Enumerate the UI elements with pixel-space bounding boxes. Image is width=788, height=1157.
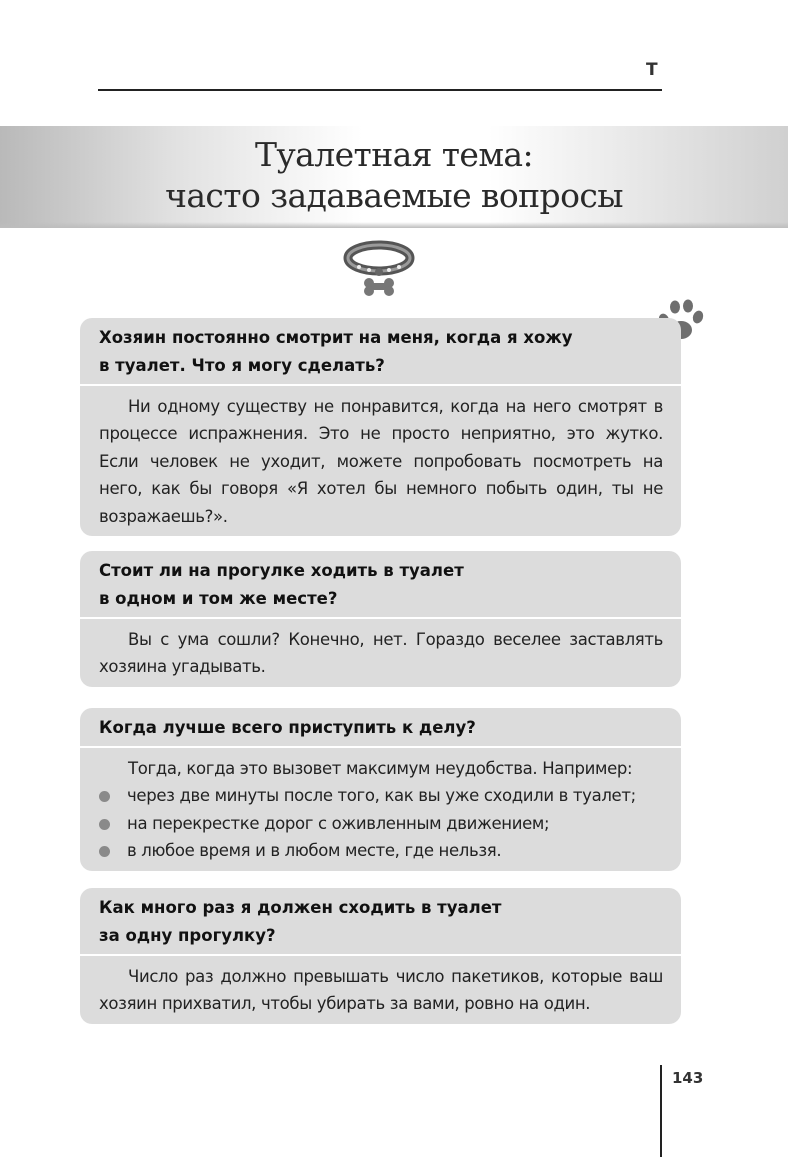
qa-card bbox=[80, 708, 681, 871]
page-title-line-2: часто задаваемые вопросы bbox=[165, 176, 623, 215]
qa-question bbox=[80, 551, 681, 617]
qa-question bbox=[80, 708, 681, 746]
qa-question-line: Хозяин постоянно смотрит на меня, когда я хожу bbox=[99, 328, 573, 347]
qa-question bbox=[80, 318, 681, 384]
qa-answer: Вы с ума сошли? Конечно, нет. Гораздо веселее заставлять хозяина угадывать. bbox=[99, 630, 663, 677]
qa-answer-intro: Тогда, когда это вызовет максимум неудобства. Например: bbox=[128, 759, 633, 778]
bullet-item: на перекрестке дорог с оживленным движением; bbox=[99, 810, 663, 837]
qa-question-line: в одном и том же месте? bbox=[99, 589, 338, 608]
qa-question-line: в туалет. Что я могу сделать? bbox=[99, 356, 385, 375]
page-title-line-1: Туалетная тема: bbox=[254, 135, 534, 174]
qa-card bbox=[80, 318, 681, 536]
qa-answer: Ни одному существу не понравится, когда на него смотрят в процессе испражнения. Это не просто неприятно, это жутко. Если человек не уходит, можете попробовать посмотреть на него, как бы говоря «Я хотел бы немного побыть один, ты не возражаешь?». bbox=[99, 397, 663, 526]
bullet-list bbox=[99, 782, 663, 864]
bullet-item: через две минуты после того, как вы уже сходили в туалет; bbox=[99, 782, 663, 809]
qa-answer bbox=[80, 748, 681, 871]
qa-question-line: Стоит ли на прогулке ходить в туалет bbox=[99, 561, 464, 580]
page-number: 143 bbox=[672, 1069, 704, 1087]
qa-question-line: за одну прогулку? bbox=[99, 926, 276, 945]
qa-card bbox=[80, 551, 681, 687]
qa-answer: Число раз должно превышать число пакетиков, которые ваш хозяин прихватил, чтобы убирать за вами, ровно на один. bbox=[99, 967, 663, 1014]
running-header-letter: Т bbox=[646, 60, 658, 80]
dog-collar-icon bbox=[343, 238, 415, 304]
bullet-item: в любое время и в любом месте, где нельзя. bbox=[99, 837, 663, 864]
page-number-rule bbox=[660, 1065, 662, 1157]
header-rule bbox=[98, 89, 662, 91]
qa-question bbox=[80, 888, 681, 954]
qa-question-line: Как много раз я должен сходить в туалет bbox=[99, 898, 502, 917]
qa-question-line: Когда лучше всего приступить к делу? bbox=[99, 718, 476, 737]
qa-card bbox=[80, 888, 681, 1024]
